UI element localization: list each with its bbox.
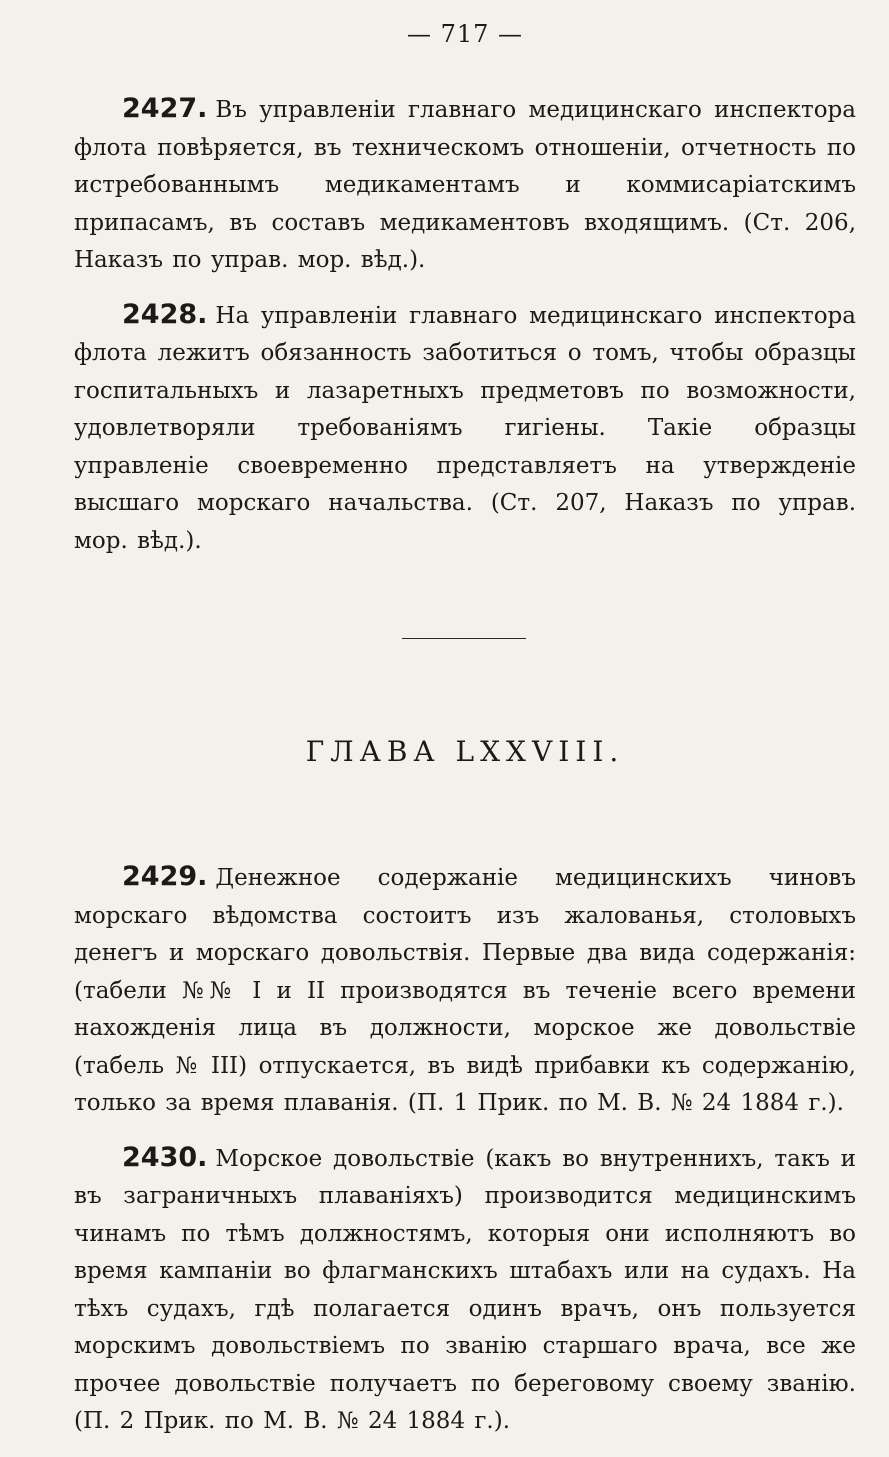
book-page xyxy=(74,20,856,1457)
article-number: 2429. xyxy=(122,861,208,892)
article-number: 2427. xyxy=(122,93,208,124)
article-2427 xyxy=(74,90,856,280)
section-divider xyxy=(402,638,526,639)
chapter-heading: ГЛАВА LXXVIII. xyxy=(305,735,625,768)
article-2428 xyxy=(74,296,856,561)
article-2429 xyxy=(74,858,856,1123)
page-number: — 717 — xyxy=(406,20,524,48)
article-number: 2428. xyxy=(122,298,208,330)
article-2430 xyxy=(74,1139,856,1441)
article-text: Денежное содержаніе медицинскихъ чиновъ морскаго вѣдомства состоитъ изъ жалованья, столовыхъ денегъ и морскаго довольствія. Первые два вида содержанія: (табели №№ I и II производятся въ теченіе всего времени нахожденія лица въ должности, морское же довольствіе (табель № III) отпускается, въ видѣ прибавки къ содержанію, только за время плаванія. (П. 1 Прик. по М. В. № 24 1884 г.). xyxy=(74,865,856,1116)
article-text: На управленіи главнаго медицинскаго инспектора флота лежитъ обязанность заботиться о томъ, чтобы образцы госпитальныхъ и лазаретныхъ предметовъ по возможности, удовлетворяли требованіямъ гигіены. Такіе образцы управленіе своевременно представляетъ на утвержденіе высшаго морскаго начальства. (Ст. 207, Наказъ по управ. мор. вѣд.). xyxy=(74,302,856,554)
article-number: 2430. xyxy=(122,1141,208,1173)
article-text: Морское довольствіе (какъ во внутреннихъ, такъ и въ заграничныхъ плаваніяхъ) производится медицинскимъ чинамъ по тѣмъ должностямъ, которыя они исполняютъ во время кампаніи во флагманскихъ штабахъ или на судахъ. На тѣхъ судахъ, гдѣ полагается одинъ врачъ, онъ пользуется морскимъ довольствіемъ по званію старшаго врача, все же прочее довольствіе получаетъ по береговому своему званію. (П. 2 Прик. по М. В. № 24 1884 г.). xyxy=(74,1145,856,1434)
article-text: Въ управленіи главнаго медицинскаго инспектора флота повѣряется, въ техническомъ отношеніи, отчетность по истребованнымъ медикаментамъ и коммисаріатскимъ припасамъ, въ составъ медикаментовъ входящимъ. (Ст. 206, Наказъ по управ. мор. вѣд.). xyxy=(74,97,856,273)
